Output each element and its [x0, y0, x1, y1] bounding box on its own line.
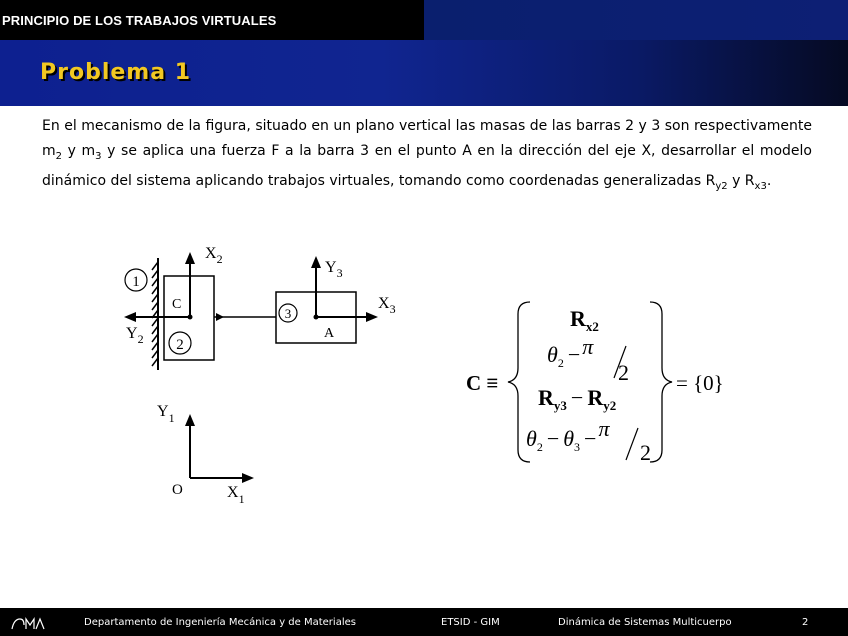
equation-rhs: = {0} [676, 371, 724, 395]
right-brace [650, 302, 672, 462]
arrowhead [242, 473, 254, 483]
arrowhead [366, 312, 378, 322]
body-3-label: 3 [284, 306, 292, 321]
body-2-label: 2 [176, 337, 184, 353]
text-segment: . [766, 173, 772, 190]
x2-label: $X_2$ [205, 245, 223, 266]
text-segment: y m [62, 143, 96, 160]
footer-school: ETSID - GIM [441, 617, 500, 628]
row-4: $\theta_2 - \theta_3 -\pi$ [526, 416, 610, 454]
origin-label: O [172, 482, 183, 498]
subscript: x3 [754, 181, 767, 193]
constraint-equation [466, 302, 724, 465]
a-label: A [324, 326, 335, 341]
subscript: 3 [95, 151, 102, 163]
rod-arrow [216, 313, 224, 321]
text-segment: y R [727, 173, 755, 190]
point-a [314, 315, 319, 320]
point-c [188, 315, 193, 320]
problem-title: Problema 1 [40, 60, 192, 85]
arrowhead [185, 252, 195, 264]
y3-label: $Y_3$ [325, 259, 343, 280]
page-number: 2 [802, 617, 809, 628]
row-2: $\theta_2 -\pi$ [547, 334, 594, 370]
x3-label: $X_3$ [378, 295, 396, 316]
row-2-denominator: 2 [618, 360, 629, 385]
header-title: PRINCIPIO DE LOS TRABAJOS VIRTUALES [2, 13, 277, 28]
gim-logo-icon [8, 613, 48, 633]
equation-lhs: C ≡ [466, 371, 499, 395]
c-label: C [172, 297, 182, 312]
text-segment: En el mecanismo de la figura, situado en un plano vertical las masas de las barras 2 y 3 son respectivamente m [42, 118, 812, 160]
footer-department: Departamento de Ingeniería Mecánica y de Materiales [84, 617, 356, 628]
row-1: $R_{x2}$ [570, 306, 599, 334]
subscript: y2 [715, 181, 728, 193]
row-4-denominator: 2 [640, 440, 651, 465]
text-segment: y se aplica una fuerza F a la barra 3 en el punto A en la dirección del eje X, desarrollar el modelo dinámico del sistema aplicando trabajos virtuales, tomando como coordenadas generalizadas R [42, 143, 812, 190]
arrowhead [124, 312, 136, 322]
subscript: 2 [55, 151, 63, 163]
body-1-label: 1 [132, 274, 140, 290]
arrowhead [311, 256, 321, 268]
row-3: $R_{y3} - R_{y2}$ [538, 385, 617, 413]
footer [0, 608, 848, 636]
fraction-slash [626, 428, 638, 460]
x1-label: $X_1$ [227, 484, 245, 506]
arrowhead [185, 414, 195, 426]
y2-label: $Y_2$ [126, 325, 144, 346]
y1-label: $Y_1$ [157, 403, 175, 425]
footer-course: Dinámica de Sistemas Multicuerpo [558, 617, 732, 628]
